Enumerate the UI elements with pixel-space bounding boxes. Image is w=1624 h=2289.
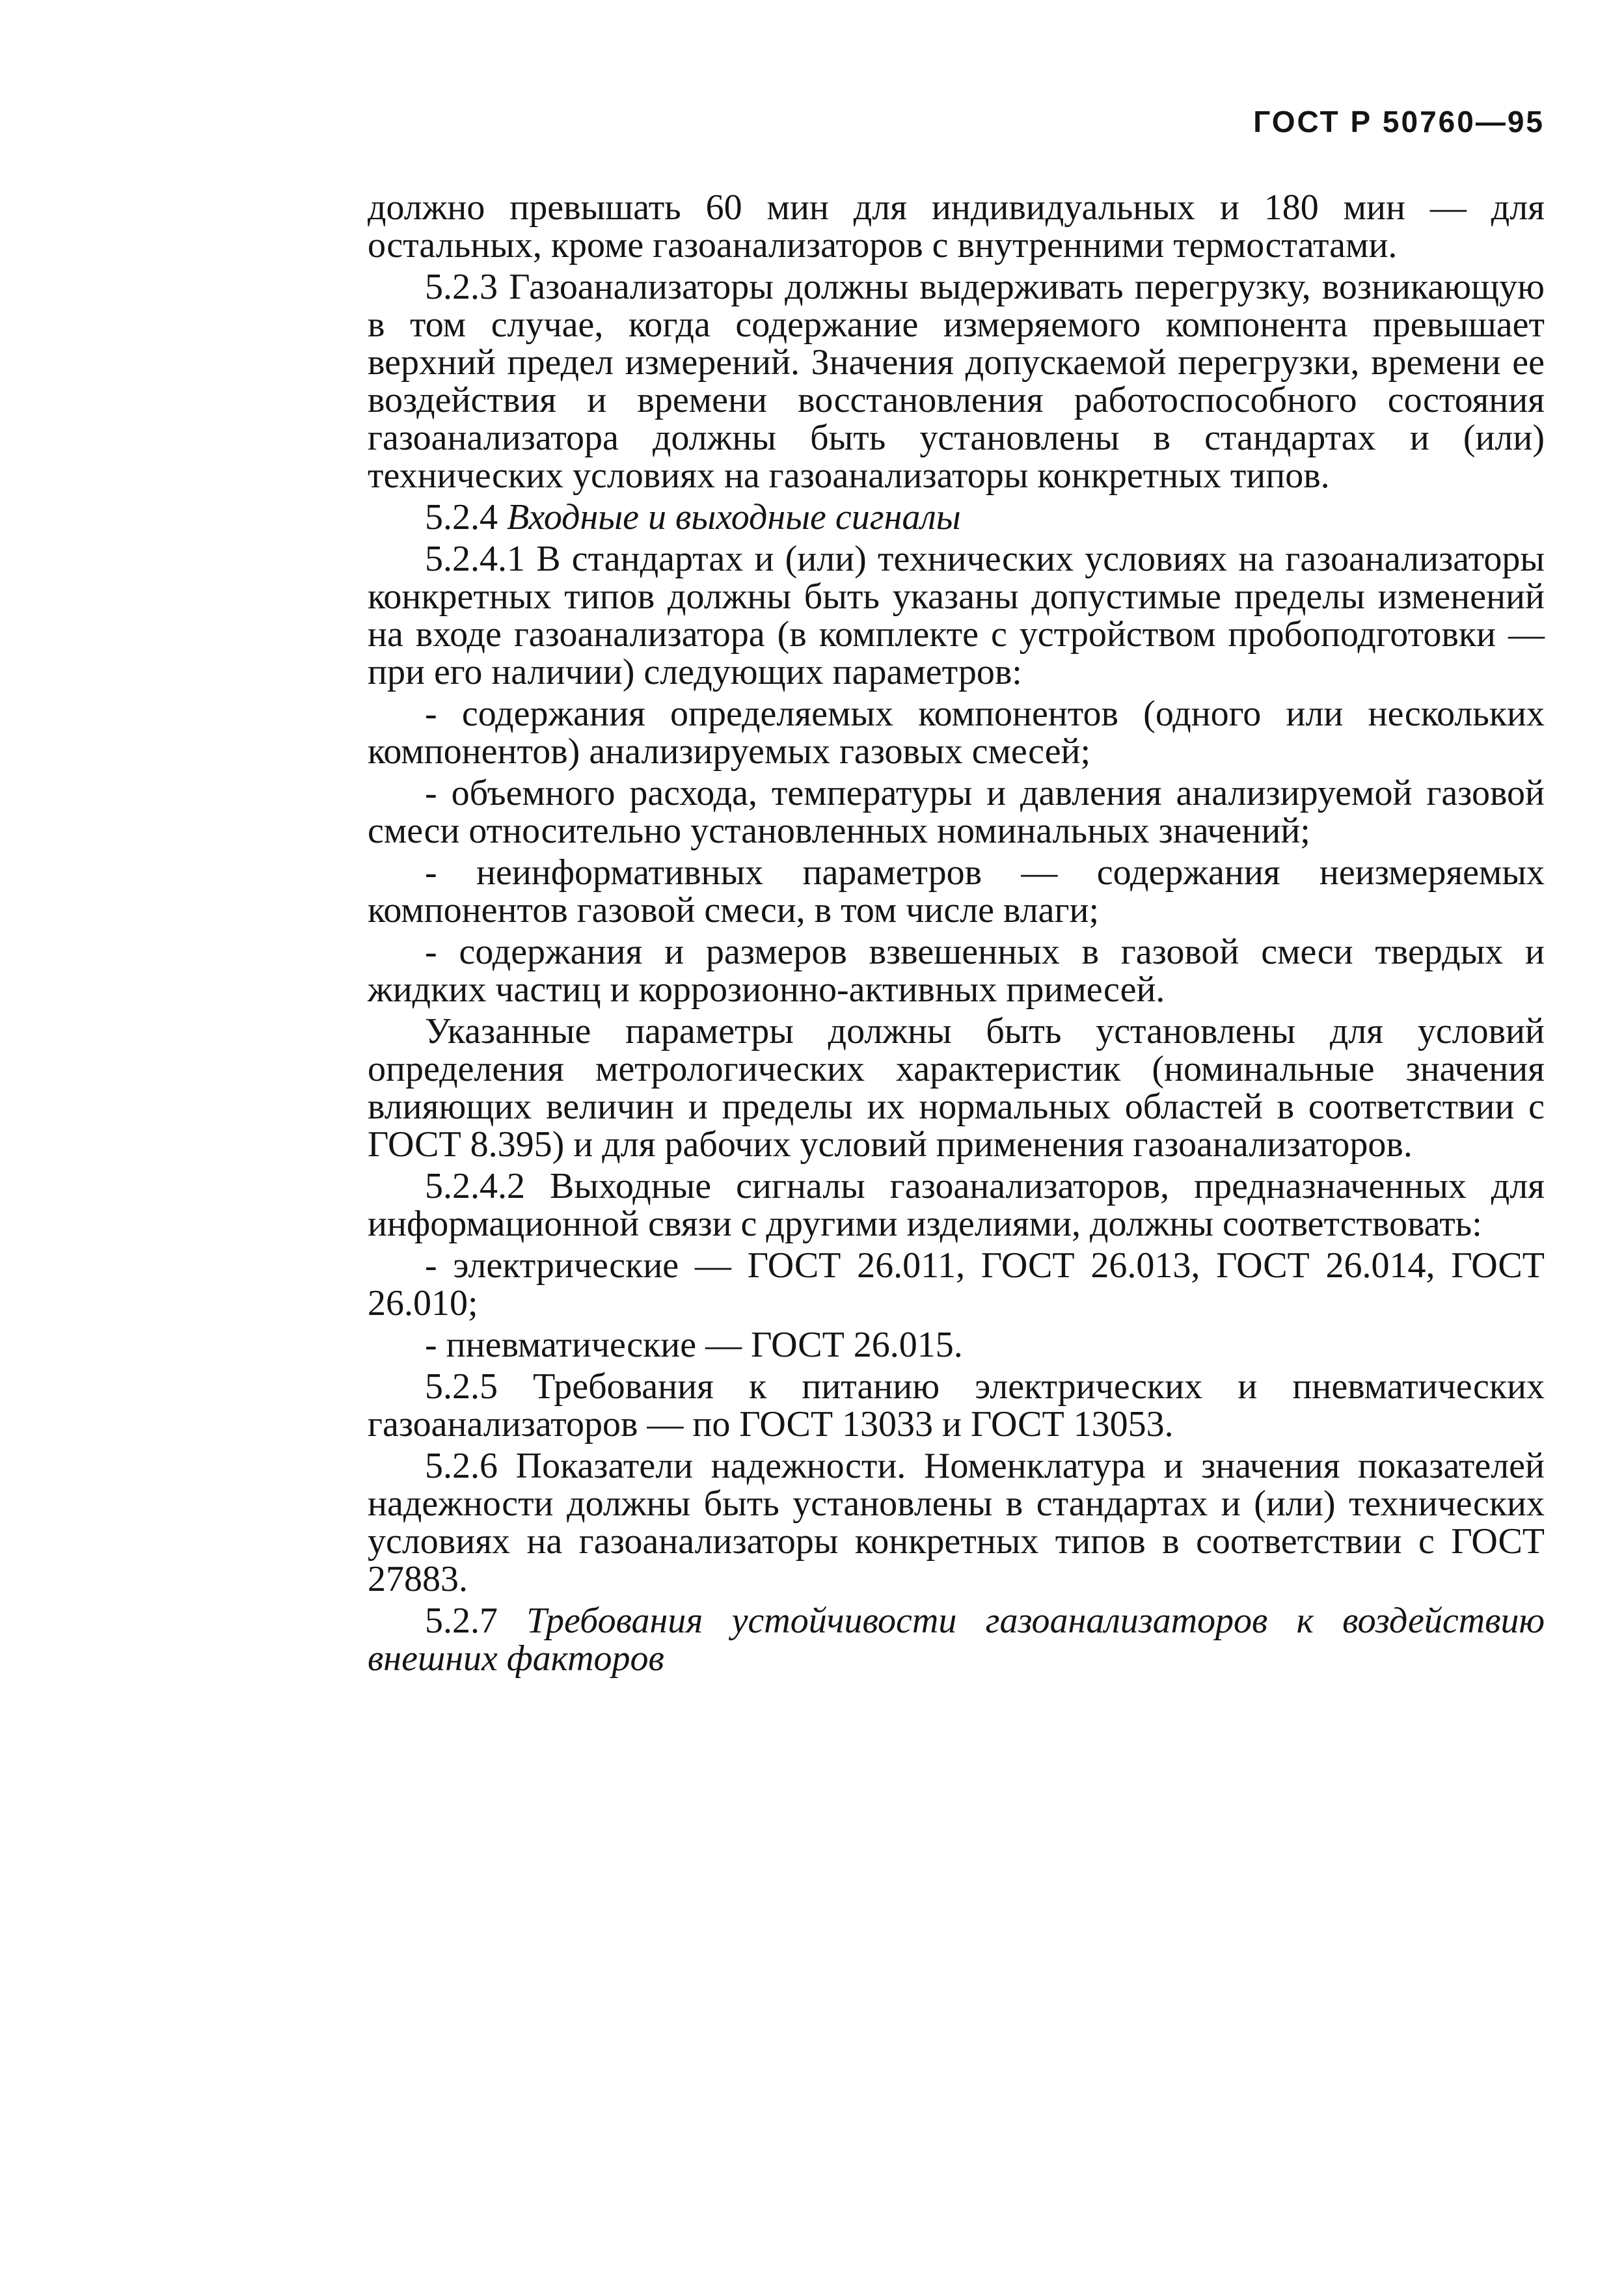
list-item: - содержания определяемых компонентов (одного или нескольких компонентов) анализируемых газовых смесей; [368, 694, 1545, 772]
clause-5-2-4-2: 5.2.4.2 Выходные сигналы газоанализаторов, предназначенных для информационной связи с другими изделиями, должны соответствовать: [368, 1166, 1545, 1244]
list-item: - пневматические — ГОСТ 26.015. [425, 1325, 963, 1365]
heading-title: Требования устойчивости газоанализаторов к воздействию внешних факторов [368, 1601, 1545, 1679]
section-heading-5-2-7 [368, 1602, 1545, 1677]
heading-number: 5.2.7 [425, 1601, 498, 1641]
clause-5-2-6: 5.2.6 Показатели надежности. Номенклатура и значения показателей надежности должны быть установлены в стандартах и (или) технических условиях на газоанализаторы конкретных типов в соответствии с ГОСТ 27883. [368, 1446, 1545, 1599]
heading-number: 5.2.4 [425, 497, 498, 537]
parameters-conditions-paragraph: Указанные параметры должны быть установлены для условий определения метрологических характеристик (номинальные значения влияющих величин и пределы их нормальных областей в соответствии с ГОСТ 8.395) и для рабочих условий применения газоанализаторов. [368, 1011, 1545, 1165]
document-body [368, 189, 1545, 1681]
section-heading-5-2-4 [368, 498, 1545, 536]
text-continuation: должно превышать 60 мин для индивидуальных и 180 мин — для остальных, кроме газоанализаторов с внутренними термостатами. [368, 187, 1545, 265]
heading-title: Входные и выходные сигналы [507, 497, 961, 537]
list-item: - электрические — ГОСТ 26.011, ГОСТ 26.013, ГОСТ 26.014, ГОСТ 26.010; [368, 1245, 1545, 1323]
clause-5-2-4-1: 5.2.4.1 В стандартах и (или) технических условиях на газоанализаторы конкретных типов должны быть указаны допустимые пределы изменений на входе газоанализатора (в комплекте с устройством пробоподготовки — при его наличии) следующих параметров: [368, 539, 1545, 692]
clause-5-2-5: 5.2.5 Требования к питанию электрических и пневматических газоанализаторов — по ГОСТ 13033 и ГОСТ 13053. [368, 1366, 1545, 1444]
list-item: - неинформативных параметров — содержания неизмеряемых компонентов газовой смеси, в том числе влаги; [368, 852, 1545, 930]
list-item: - объемного расхода, температуры и давления анализируемой газовой смеси относительно установленных номинальных значений; [368, 773, 1545, 851]
list-item: - содержания и размеров взвешенных в газовой смеси твердых и жидких частиц и коррозионно-активных примесей. [368, 932, 1545, 1010]
document-code-header: ГОСТ Р 50760—95 [1253, 105, 1545, 139]
clause-5-2-3: 5.2.3 Газоанализаторы должны выдерживать перегрузку, возникающую в том случае, когда содержание измеряемого компонента превышает верхний предел измерений. Значения допускаемой перегрузки, времени ее воздействия и времени восстановления работоспособного состояния газоанализатора должны быть установлены в стандартах и (или) технических условиях на газоанализаторы конкретных типов. [368, 267, 1545, 496]
